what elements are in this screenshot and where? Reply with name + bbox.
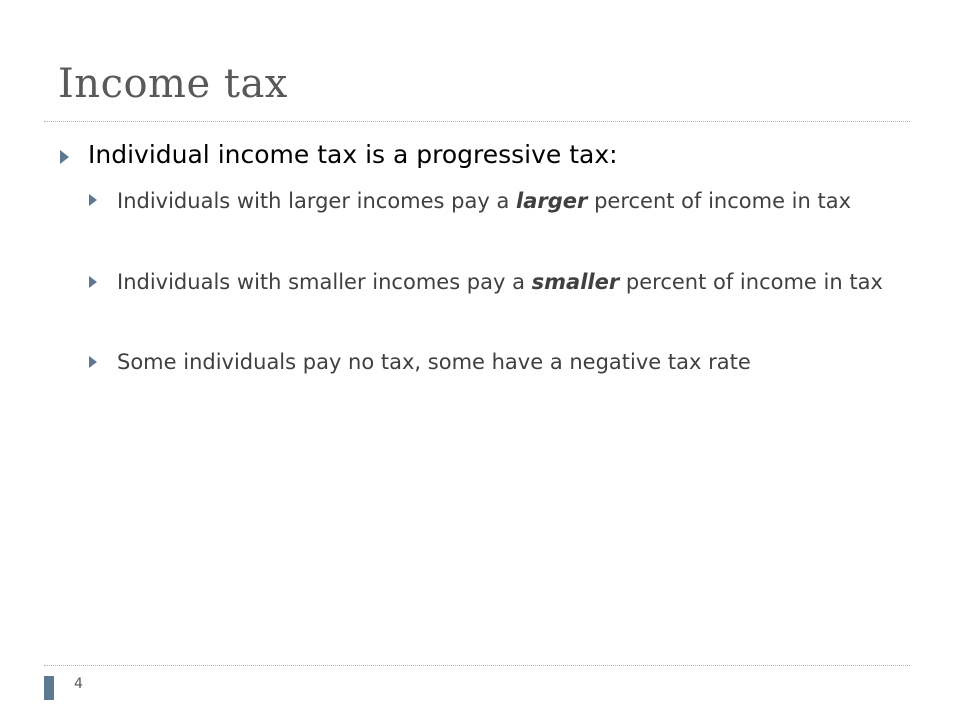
triangle-bullet-icon: [60, 150, 69, 164]
triangle-bullet-icon: [89, 194, 97, 206]
bullet-level1-text: Individual income tax is a progressive tax:: [88, 140, 618, 169]
bullet-text-after: percent of income in tax: [587, 189, 852, 213]
footer-divider: [44, 665, 910, 666]
bullet-emphasis: smaller: [531, 270, 620, 294]
triangle-bullet-icon: [89, 276, 97, 288]
bullet-level2-text: Some individuals pay no tax, some have a negative tax rate: [117, 350, 751, 374]
slide-title: Income tax: [58, 61, 288, 107]
bullet-emphasis: larger: [516, 189, 588, 213]
footer-accent-bar: [44, 676, 54, 700]
triangle-bullet-icon: [89, 356, 97, 368]
page-number: 4: [74, 676, 83, 692]
bullet-text-before: Individuals with smaller incomes pay a: [117, 270, 532, 294]
bullet-text-after: percent of income in tax: [619, 270, 883, 294]
bullet-level2-item: [117, 185, 907, 217]
bullet-text-before: Individuals with larger incomes pay a: [117, 189, 517, 213]
bullet-level2-item: [117, 266, 907, 298]
title-divider: [44, 121, 910, 122]
